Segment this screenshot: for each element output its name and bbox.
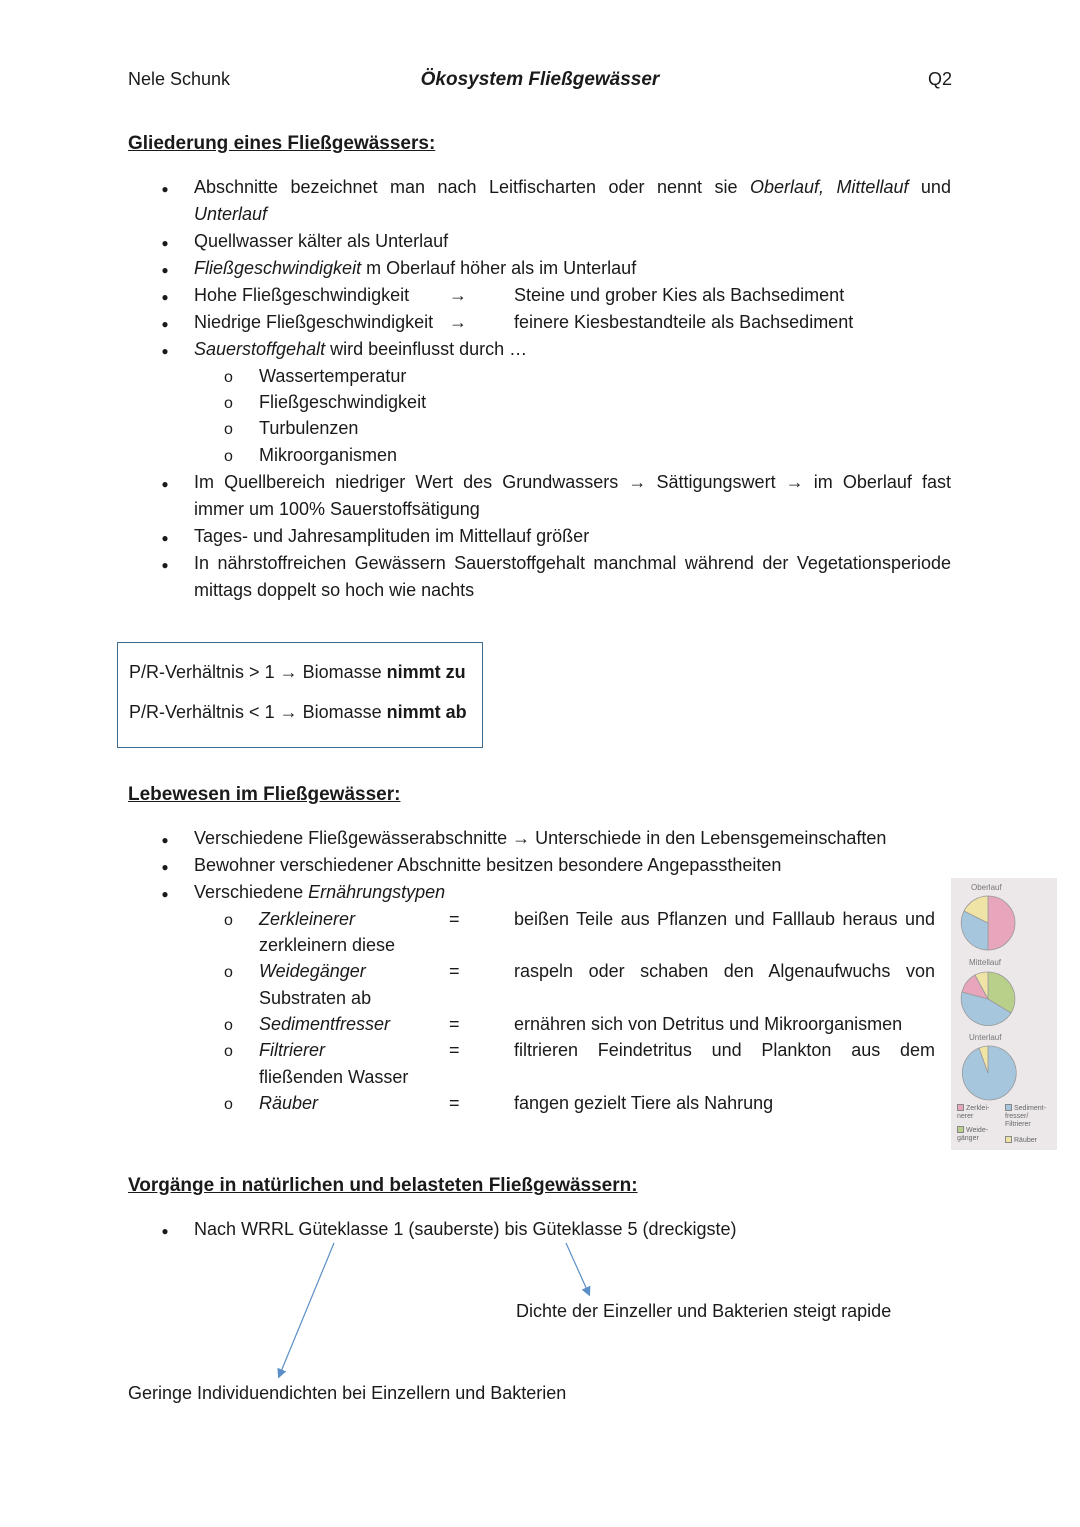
- pr-ratio-row: P/R-Verhältnis < 1 → Biomasse nimmt ab: [129, 702, 467, 722]
- feeding-type-description: ernähren sich von Detritus und Mikroorganismen: [514, 1014, 903, 1034]
- feeding-type-name: Weidegänger: [259, 961, 366, 981]
- feeding-type-name: Filtrierer: [259, 1040, 325, 1060]
- feeding-type-name: Räuber: [259, 1093, 319, 1113]
- list-item: Hohe Fließgeschwindigkeit: [194, 285, 410, 305]
- feeding-type-description: fangen gezielt Tiere als Nahrung: [514, 1093, 774, 1113]
- list-item: Niedrige Fließgeschwindigkeit: [194, 312, 434, 332]
- list-item: Abschnitte bezeichnet man nach Leitfischarten oder nennt sie Oberlauf, Mittellauf und: [194, 177, 951, 197]
- feeding-type-description: beißen Teile aus Pflanzen und Falllaub heraus und: [514, 909, 935, 929]
- author-name: Nele Schunk: [128, 69, 231, 89]
- list-item: Sauerstoffgehalt wird beeinflusst durch …: [194, 339, 528, 359]
- list-item: Bewohner verschiedener Abschnitte besitzen besondere Angepasstheiten: [194, 855, 782, 875]
- list-item: Verschiedene Ernährungstypen: [194, 882, 446, 902]
- legend-weidegaenger: Weide-gänger: [957, 1127, 989, 1142]
- list-item: Tages- und Jahresamplituden im Mittellauf größer: [194, 526, 590, 546]
- list-item-result: feinere Kiesbestandteile als Bachsediment: [514, 312, 854, 332]
- legend-raeuber: Räuber: [1005, 1136, 1055, 1145]
- feeding-type-continuation: Substraten ab: [259, 988, 372, 1008]
- annotation-note-right: Dichte der Einzeller und Bakterien steigt rapide: [516, 1301, 892, 1321]
- arrow-icon: →: [449, 285, 467, 305]
- sub-list-item: Fließgeschwindigkeit: [259, 392, 427, 412]
- equals-sign: =: [449, 909, 460, 929]
- feeding-type-description: raspeln oder schaben den Algenaufwuchs von: [514, 961, 935, 981]
- equals-sign: =: [449, 1093, 460, 1113]
- equals-sign: =: [449, 961, 460, 981]
- feeding-type-continuation: fließenden Wasser: [259, 1067, 409, 1087]
- document-title: Ökosystem Fließgewässer: [420, 69, 660, 90]
- feeding-type-name: Zerkleinerer: [259, 909, 356, 929]
- list-item: Quellwasser kälter als Unterlauf: [194, 231, 449, 251]
- pr-ratio-row: P/R-Verhältnis > 1 → Biomasse nimmt zu: [129, 662, 466, 682]
- list-item: In nährstoffreichen Gewässern Sauerstoffgehalt manchmal während der Vegetationsperiode: [194, 553, 951, 573]
- list-item: Verschiedene Fließgewässerabschnitte → Unterschiede in den Lebensgemeinschaften: [194, 828, 887, 848]
- list-item-continuation: mittags doppelt so hoch wie nachts: [194, 580, 475, 600]
- list-item-continuation: Unterlauf: [194, 204, 268, 224]
- list-item: Nach WRRL Güteklasse 1 (sauberste) bis Güteklasse 5 (dreckigste): [194, 1219, 737, 1239]
- section-heading-vorgaenge: Vorgänge in natürlichen und belasteten Fließgewässern:: [128, 1175, 638, 1196]
- list-item: Fließgeschwindigkeit m Oberlauf höher als im Unterlauf: [194, 258, 637, 278]
- section-heading-lebewesen: Lebewesen im Fließgewässer:: [128, 784, 401, 805]
- arrow-icon: →: [449, 312, 467, 332]
- feeding-type-name: Sedimentfresser: [259, 1014, 391, 1034]
- arrow-to-left-note: [280, 1243, 334, 1374]
- legend-zerkleinerer: Zerklei-nerer: [957, 1105, 990, 1120]
- equals-sign: =: [449, 1040, 460, 1060]
- sub-list-item: Turbulenzen: [259, 418, 359, 438]
- feeding-type-description: filtrieren Feindetritus und Plankton aus dem: [514, 1040, 935, 1060]
- pie-label-mittellauf: Mittellauf: [969, 958, 1002, 967]
- pie-label-unterlauf: Unterlauf: [969, 1033, 1002, 1042]
- arrow-to-right-note: [566, 1243, 588, 1292]
- equals-sign: =: [449, 1014, 460, 1034]
- course-label: Q2: [928, 69, 953, 89]
- section-heading-gliederung: Gliederung eines Fließgewässers:: [128, 133, 436, 154]
- feeding-type-continuation: zerkleinern diese: [259, 935, 396, 955]
- pie-label-oberlauf: Oberlauf: [971, 883, 1002, 892]
- legend-sedimentfresser: Sediment-fresser/ Filtrierer: [1005, 1105, 1046, 1128]
- list-item-result: Steine und grober Kies als Bachsediment: [514, 285, 845, 305]
- list-item: Im Quellbereich niedriger Wert des Grundwassers → Sättigungswert → im Oberlauf fast: [194, 472, 951, 492]
- sub-list-item: Mikroorganismen: [259, 445, 398, 465]
- list-item-continuation: immer um 100% Sauerstoffsätigung: [194, 499, 480, 519]
- sub-list-item: Wassertemperatur: [259, 366, 407, 386]
- annotation-note-left: Geringe Individuendichten bei Einzellern und Bakterien: [128, 1383, 567, 1403]
